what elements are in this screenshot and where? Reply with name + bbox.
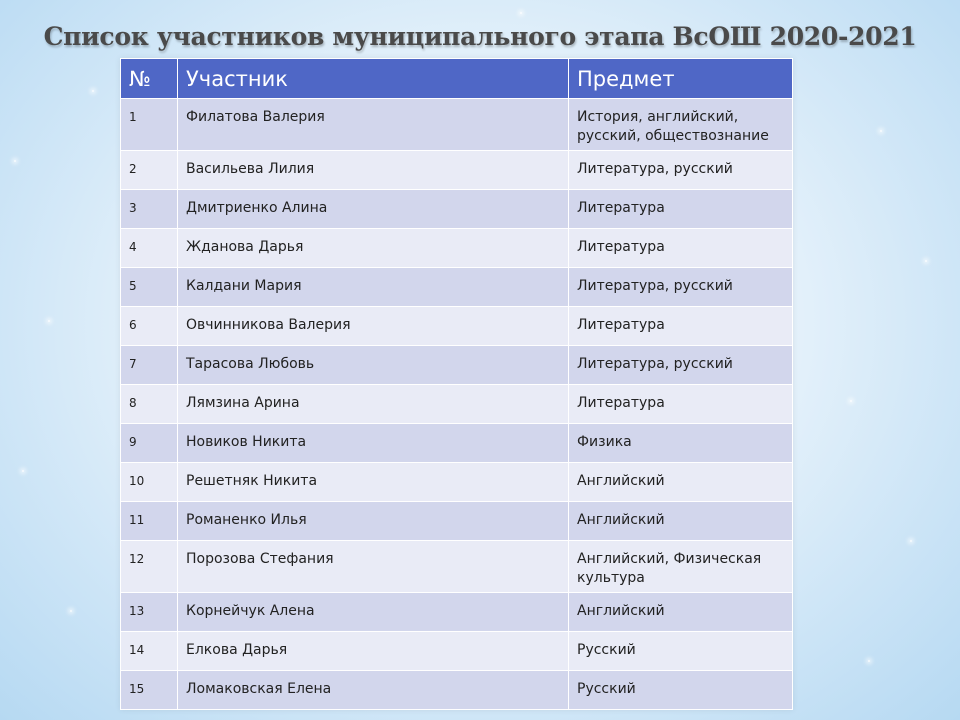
table-row (121, 190, 793, 229)
table-row (121, 229, 793, 268)
participants-table (120, 58, 793, 710)
participant-name: Тарасова Любовь (178, 346, 569, 385)
participant-subject: Литература (569, 307, 793, 346)
participant-subject: Английский (569, 502, 793, 541)
participant-subject: Литература, русский (569, 268, 793, 307)
table-header-row (121, 59, 793, 99)
participant-subject: Литература (569, 385, 793, 424)
participant-name: Калдани Мария (178, 268, 569, 307)
participant-name: Лямзина Арина (178, 385, 569, 424)
row-number: 4 (121, 229, 178, 268)
participant-name: Филатова Валерия (178, 99, 569, 151)
table-row (121, 671, 793, 710)
table-row (121, 541, 793, 593)
row-number: 2 (121, 151, 178, 190)
row-number: 10 (121, 463, 178, 502)
row-number: 3 (121, 190, 178, 229)
participant-name: Елкова Дарья (178, 632, 569, 671)
header-subject: Предмет (569, 59, 793, 99)
row-number: 14 (121, 632, 178, 671)
row-number: 5 (121, 268, 178, 307)
participant-name: Ломаковская Елена (178, 671, 569, 710)
table-row (121, 502, 793, 541)
row-number: 15 (121, 671, 178, 710)
participant-subject: Физика (569, 424, 793, 463)
table-row (121, 632, 793, 671)
table-row (121, 463, 793, 502)
participant-name: Овчинникова Валерия (178, 307, 569, 346)
row-number: 6 (121, 307, 178, 346)
participant-name: Романенко Илья (178, 502, 569, 541)
row-number: 12 (121, 541, 178, 593)
row-number: 8 (121, 385, 178, 424)
participant-name: Новиков Никита (178, 424, 569, 463)
participant-subject: Литература, русский (569, 346, 793, 385)
header-participant: Участник (178, 59, 569, 99)
table-row (121, 99, 793, 151)
participant-subject: История, английский, русский, обществознание (569, 99, 793, 151)
table-row (121, 307, 793, 346)
participant-subject: Русский (569, 671, 793, 710)
participant-subject: Русский (569, 632, 793, 671)
participant-name: Васильева Лилия (178, 151, 569, 190)
participant-subject: Английский, Физическая культура (569, 541, 793, 593)
row-number: 11 (121, 502, 178, 541)
header-number: № (121, 59, 178, 99)
row-number: 1 (121, 99, 178, 151)
table-row (121, 424, 793, 463)
participant-name: Жданова Дарья (178, 229, 569, 268)
table-row (121, 593, 793, 632)
table-row (121, 346, 793, 385)
row-number: 7 (121, 346, 178, 385)
participant-subject: Литература (569, 190, 793, 229)
page-title: Список участников муниципального этапа ВсОШ 2020-2021 (43, 22, 917, 51)
participant-subject: Литература, русский (569, 151, 793, 190)
row-number: 13 (121, 593, 178, 632)
table-row (121, 385, 793, 424)
table-row (121, 268, 793, 307)
participant-name: Дмитриенко Алина (178, 190, 569, 229)
participant-name: Порозова Стефания (178, 541, 569, 593)
row-number: 9 (121, 424, 178, 463)
participant-subject: Литература (569, 229, 793, 268)
participant-name: Корнейчук Алена (178, 593, 569, 632)
participant-name: Решетняк Никита (178, 463, 569, 502)
participant-subject: Английский (569, 593, 793, 632)
table-row (121, 151, 793, 190)
participant-subject: Английский (569, 463, 793, 502)
